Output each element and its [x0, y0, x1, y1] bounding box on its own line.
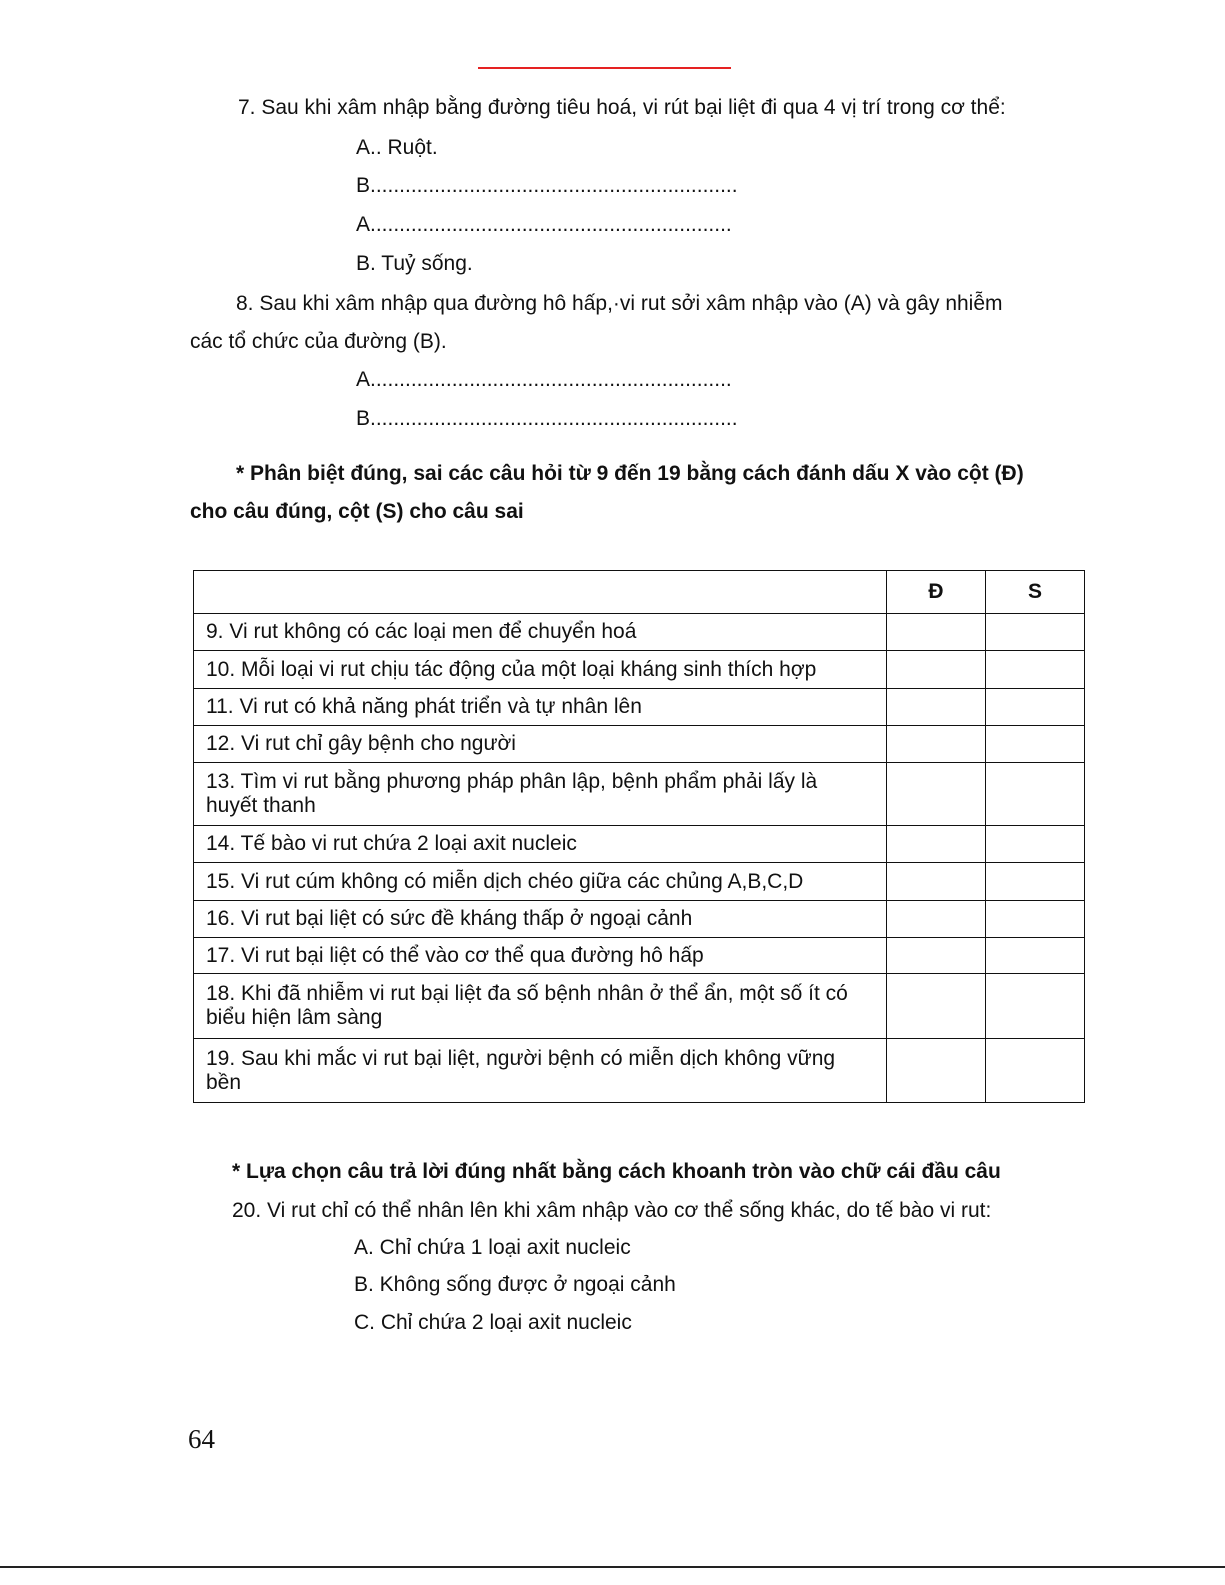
false-cell[interactable]	[986, 763, 1085, 826]
question-8-stem-cont: các tổ chức của đường (B).	[190, 330, 447, 353]
statement: 14. Tế bào vi rut chứa 2 loại axit nucleic	[194, 826, 887, 863]
true-false-instruction: * Phân biệt đúng, sai các câu hỏi từ 9 đến 19 bằng cách đánh dấu X vào cột (Đ)	[236, 462, 1024, 485]
question-20-option-a[interactable]: A. Chỉ chứa 1 loại axit nucleic	[354, 1236, 631, 1259]
table-row	[194, 938, 1085, 974]
question-7-answer-blank[interactable]: B...............................................................	[356, 174, 738, 197]
table-row	[194, 826, 1085, 863]
question-20-option-c[interactable]: C. Chỉ chứa 2 loại axit nucleic	[354, 1311, 632, 1334]
question-8-answer-blank[interactable]: B...............................................................	[356, 407, 738, 430]
true-cell[interactable]	[887, 938, 986, 974]
header-statement	[194, 571, 887, 614]
statement: 17. Vi rut bại liệt có thể vào cơ thể qua đường hô hấp	[194, 938, 887, 974]
question-7-stem: 7. Sau khi xâm nhập bằng đường tiêu hoá, vi rút bại liệt đi qua 4 vị trí trong cơ thể:	[238, 96, 1006, 119]
table-row	[194, 689, 1085, 726]
false-cell[interactable]	[986, 974, 1085, 1039]
question-20-option-b[interactable]: B. Không sống được ở ngoại cảnh	[354, 1273, 676, 1296]
question-7-answer-blank[interactable]: A..............................................................	[356, 213, 732, 236]
true-cell[interactable]	[887, 614, 986, 651]
statement: 13. Tìm vi rut bằng phương pháp phân lập, bệnh phẩm phải lấy là huyết thanh	[194, 763, 887, 826]
true-cell[interactable]	[887, 863, 986, 901]
multiple-choice-instruction: * Lựa chọn câu trả lời đúng nhất bằng cách khoanh tròn vào chữ cái đầu câu	[232, 1160, 1001, 1183]
table-row	[194, 726, 1085, 763]
statement: 10. Mỗi loại vi rut chịu tác động của một loại kháng sinh thích hợp	[194, 651, 887, 689]
false-cell[interactable]	[986, 651, 1085, 689]
table-header-row	[194, 571, 1085, 614]
false-cell[interactable]	[986, 726, 1085, 763]
page-edge-rule	[0, 1566, 1225, 1568]
false-cell[interactable]	[986, 614, 1085, 651]
question-7-line: A.. Ruột.	[356, 136, 438, 159]
statement: 16. Vi rut bại liệt có sức đề kháng thấp ở ngoại cảnh	[194, 901, 887, 938]
statement: 11. Vi rut có khả năng phát triển và tự nhân lên	[194, 689, 887, 726]
table-row	[194, 1039, 1085, 1103]
false-cell[interactable]	[986, 1039, 1085, 1103]
true-cell[interactable]	[887, 763, 986, 826]
statement: 9. Vi rut không có các loại men để chuyển hoá	[194, 614, 887, 651]
true-cell[interactable]	[887, 901, 986, 938]
header-false: S	[986, 571, 1085, 614]
true-cell[interactable]	[887, 689, 986, 726]
question-20-stem: 20. Vi rut chỉ có thể nhân lên khi xâm nhập vào cơ thể sống khác, do tế bào vi rut:	[232, 1199, 992, 1222]
true-cell[interactable]	[887, 974, 986, 1039]
statement: 12. Vi rut chỉ gây bệnh cho người	[194, 726, 887, 763]
false-cell[interactable]	[986, 863, 1085, 901]
table-row	[194, 901, 1085, 938]
true-cell[interactable]	[887, 1039, 986, 1103]
question-7-line: B. Tuỷ sống.	[356, 252, 473, 275]
header-rule	[478, 67, 731, 69]
table-row	[194, 651, 1085, 689]
true-cell[interactable]	[887, 826, 986, 863]
question-8-stem: 8. Sau khi xâm nhập qua đường hô hấp,·vi rut sởi xâm nhập vào (A) và gây nhiễm	[236, 292, 1003, 315]
statement: 18. Khi đã nhiễm vi rut bại liệt đa số bệnh nhân ở thể ẩn, một số ít có biểu hiện lâm sàng	[194, 974, 887, 1039]
true-false-instruction-cont: cho câu đúng, cột (S) cho câu sai	[190, 500, 524, 523]
statement: 15. Vi rut cúm không có miễn dịch chéo giữa các chủng A,B,C,D	[194, 863, 887, 901]
statement: 19. Sau khi mắc vi rut bại liệt, người bệnh có miễn dịch không vững bền	[194, 1039, 887, 1103]
true-cell[interactable]	[887, 726, 986, 763]
table-row	[194, 974, 1085, 1039]
false-cell[interactable]	[986, 938, 1085, 974]
question-8-answer-blank[interactable]: A..............................................................	[356, 368, 732, 391]
header-true: Đ	[887, 571, 986, 614]
table-row	[194, 863, 1085, 901]
false-cell[interactable]	[986, 826, 1085, 863]
false-cell[interactable]	[986, 689, 1085, 726]
table-row	[194, 763, 1085, 826]
true-false-table	[193, 570, 1085, 1103]
true-cell[interactable]	[887, 651, 986, 689]
page-number: 64	[188, 1424, 215, 1454]
table-row	[194, 614, 1085, 651]
false-cell[interactable]	[986, 901, 1085, 938]
